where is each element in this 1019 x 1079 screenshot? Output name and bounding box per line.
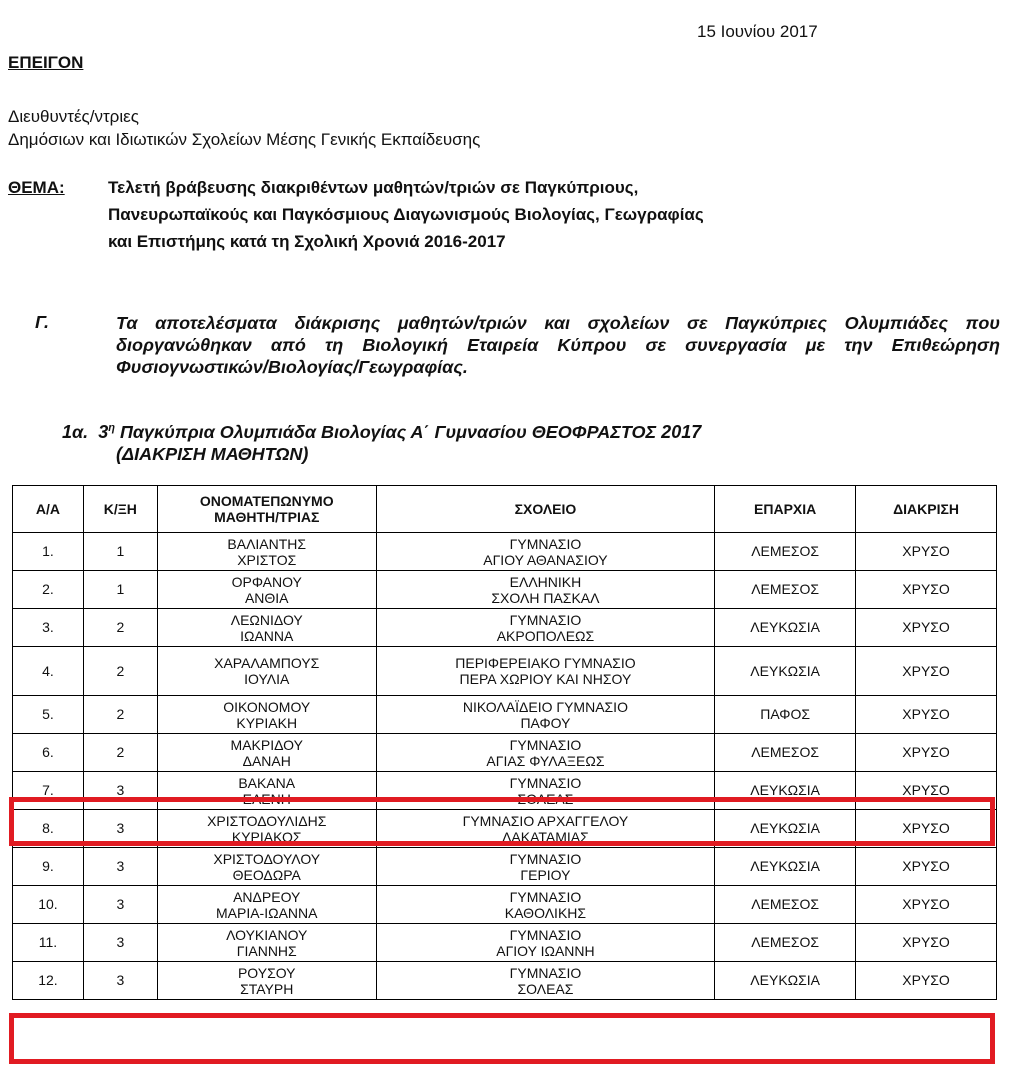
cell-student-name bbox=[157, 533, 376, 571]
cell-kex: 3 bbox=[83, 772, 157, 810]
cell-school-line-1: ΕΛΛΗΝΙΚΗ bbox=[509, 573, 582, 590]
cell-student-name-line-1: ΧΡΙΣΤΟΔΟΥΛΟΥ bbox=[213, 850, 321, 867]
table-row bbox=[13, 886, 997, 924]
cell-student-name-line-2: ΜΑΡΙΑ-ΙΩΑΝΝΑ bbox=[215, 904, 318, 921]
cell-kex: 3 bbox=[83, 886, 157, 924]
document-date: 15 Ιουνίου 2017 bbox=[697, 22, 818, 41]
cell-award: ΧΡΥΣΟ bbox=[856, 696, 997, 734]
cell-district: ΛΕΜΕΣΟΣ bbox=[715, 571, 856, 609]
cell-school-line-1: ΓΥΜΝΑΣΙΟ bbox=[509, 736, 582, 753]
cell-student-name-line-2: ΔΑΝΑΗ bbox=[242, 752, 291, 769]
cell-school-line-2: ΚΑΘΟΛΙΚΗΣ bbox=[504, 904, 587, 921]
cell-aa: 4. bbox=[13, 647, 84, 696]
header-district: ΕΠΑΡΧΙΑ bbox=[715, 486, 856, 533]
cell-student-name bbox=[157, 571, 376, 609]
cell-kex: 1 bbox=[83, 571, 157, 609]
cell-aa: 8. bbox=[13, 810, 84, 848]
cell-award: ΧΡΥΣΟ bbox=[856, 886, 997, 924]
table-body bbox=[13, 533, 997, 1000]
header-school: ΣΧΟΛΕΙΟ bbox=[376, 486, 715, 533]
cell-school-line-2: ΑΓΙΟΥ ΑΘΑΝΑΣΙΟΥ bbox=[483, 551, 608, 568]
cell-student-name-line-2: ΙΩΑΝΝΑ bbox=[240, 627, 294, 644]
cell-school bbox=[376, 696, 715, 734]
cell-kex: 2 bbox=[83, 647, 157, 696]
cell-school-line-1: ΓΥΜΝΑΣΙΟ bbox=[509, 774, 582, 791]
cell-district: ΛΕΥΚΩΣΙΑ bbox=[715, 647, 856, 696]
cell-student-name-line-2: ΘΕΟΔΩΡΑ bbox=[232, 866, 301, 883]
cell-award: ΧΡΥΣΟ bbox=[856, 734, 997, 772]
cell-school bbox=[376, 848, 715, 886]
header-aa: Α/Α bbox=[13, 486, 84, 533]
cell-school-line-2: ΠΕΡΑ ΧΩΡΙΟΥ ΚΑΙ ΝΗΣΟΥ bbox=[459, 671, 632, 687]
cell-student-name bbox=[157, 734, 376, 772]
cell-school bbox=[376, 533, 715, 571]
cell-district: ΛΕΥΚΩΣΙΑ bbox=[715, 848, 856, 886]
table-row bbox=[13, 734, 997, 772]
cell-aa: 3. bbox=[13, 609, 84, 647]
cell-aa: 10. bbox=[13, 886, 84, 924]
cell-award: ΧΡΥΣΟ bbox=[856, 647, 997, 696]
cell-student-name bbox=[157, 696, 376, 734]
cell-award: ΧΡΥΣΟ bbox=[856, 924, 997, 962]
cell-aa: 2. bbox=[13, 571, 84, 609]
cell-kex: 3 bbox=[83, 810, 157, 848]
results-table bbox=[12, 485, 997, 1000]
subsection-title-line-2: (ΔΙΑΚΡΙΣΗ ΜΑΘΗΤΩΝ) bbox=[116, 444, 309, 464]
cell-student-name-line-1: ΟΡΦΑΝΟΥ bbox=[231, 573, 302, 590]
cell-student-name-line-2: ΑΝΘΙΑ bbox=[244, 589, 289, 606]
subject-line-1: Τελετή βράβευσης διακριθέντων μαθητών/τριών σε Παγκύπριους, bbox=[108, 178, 639, 197]
subject-line-3: και Επιστήμης κατά τη Σχολική Χρονιά 2016-2017 bbox=[108, 232, 506, 251]
cell-aa: 1. bbox=[13, 533, 84, 571]
cell-school bbox=[376, 734, 715, 772]
table-row bbox=[13, 533, 997, 571]
highlight-box-row-12 bbox=[9, 1013, 995, 1064]
cell-student-name bbox=[157, 647, 376, 696]
table-row bbox=[13, 810, 997, 848]
cell-award: ΧΡΥΣΟ bbox=[856, 609, 997, 647]
table-row bbox=[13, 962, 997, 1000]
cell-district: ΠΑΦΟΣ bbox=[715, 696, 856, 734]
cell-student-name-line-2: ΣΤΑΥΡΗ bbox=[240, 980, 294, 997]
cell-aa: 9. bbox=[13, 848, 84, 886]
cell-award: ΧΡΥΣΟ bbox=[856, 772, 997, 810]
subsection-title-num: 3 bbox=[98, 422, 109, 442]
cell-district: ΛΕΥΚΩΣΙΑ bbox=[715, 772, 856, 810]
cell-school bbox=[376, 962, 715, 1000]
cell-school-line-1: ΓΥΜΝΑΣΙΟ bbox=[509, 964, 582, 981]
cell-school-line-1: ΓΥΜΝΑΣΙΟ bbox=[509, 611, 582, 628]
cell-student-name bbox=[157, 848, 376, 886]
cell-student-name bbox=[157, 886, 376, 924]
cell-student-name bbox=[157, 962, 376, 1000]
cell-student-name-line-2: ΧΡΙΣΤΟΣ bbox=[237, 551, 297, 568]
cell-school-line-2: ΣΟΛΕΑΣ bbox=[517, 790, 574, 807]
cell-school-line-2: ΣΧΟΛΗ ΠΑΣΚΑΛ bbox=[491, 589, 600, 606]
cell-district: ΛΕΥΚΩΣΙΑ bbox=[715, 810, 856, 848]
cell-student-name-line-2: ΚΥΡΙΑΚΗ bbox=[236, 714, 298, 731]
cell-kex: 3 bbox=[83, 962, 157, 1000]
cell-student-name-line-2: ΓΙΑΝΝΗΣ bbox=[236, 942, 297, 959]
cell-school-line-2: ΛΑΚΑΤΑΜΙΑΣ bbox=[502, 828, 589, 845]
cell-student-name-line-1: ΟΙΚΟΝΟΜΟΥ bbox=[223, 698, 311, 715]
cell-kex: 3 bbox=[83, 848, 157, 886]
cell-student-name-line-1: ΧΡΙΣΤΟΔΟΥΛΙΔΗΣ bbox=[207, 812, 327, 829]
cell-school bbox=[376, 924, 715, 962]
cell-school-line-2: ΠΑΦΟΥ bbox=[520, 714, 571, 731]
cell-award: ΧΡΥΣΟ bbox=[856, 962, 997, 1000]
section-text: Τα αποτελέσματα διάκρισης μαθητών/τριών και σχολείων σε Παγκύπριες Ολυμπιάδες που διοργανώθηκαν από τη Βιολογική Εταιρεία Κύπρου σε συνεργασία με την Επιθεώρηση Φυσιογνωστικών/Βιολογίας/Γεωγραφίας. bbox=[116, 313, 1000, 377]
cell-school bbox=[376, 571, 715, 609]
cell-aa: 12. bbox=[13, 962, 84, 1000]
cell-student-name bbox=[157, 609, 376, 647]
table-header-row bbox=[13, 486, 997, 533]
cell-aa: 7. bbox=[13, 772, 84, 810]
cell-school-line-2: ΣΟΛΕΑΣ bbox=[517, 980, 574, 997]
table-row bbox=[13, 647, 997, 696]
header-name-line-2: ΜΑΘΗΤΗ/ΤΡΙΑΣ bbox=[214, 509, 320, 525]
cell-school-line-2: ΓΕΡΙΟΥ bbox=[520, 866, 571, 883]
cell-award: ΧΡΥΣΟ bbox=[856, 848, 997, 886]
header-name bbox=[157, 486, 376, 533]
cell-student-name-line-1: ΒΑΛΙΑΝΤΗΣ bbox=[227, 535, 307, 552]
cell-kex: 1 bbox=[83, 533, 157, 571]
cell-district: ΛΕΥΚΩΣΙΑ bbox=[715, 609, 856, 647]
cell-district: ΛΕΜΕΣΟΣ bbox=[715, 734, 856, 772]
header-award: ΔΙΑΚΡΙΣΗ bbox=[856, 486, 997, 533]
cell-student-name-line-2: ΚΥΡΙΑΚΟΣ bbox=[231, 828, 302, 845]
cell-district: ΛΕΥΚΩΣΙΑ bbox=[715, 962, 856, 1000]
cell-school-line-1: ΓΥΜΝΑΣΙΟ bbox=[509, 535, 582, 552]
cell-school-line-1: ΓΥΜΝΑΣΙΟ ΑΡΧΑΓΓΕΛΟΥ bbox=[462, 812, 629, 829]
recipient-line-2: Δημόσιων και Ιδιωτικών Σχολείων Μέσης Γενικής Εκπαίδευσης bbox=[8, 130, 481, 149]
cell-school bbox=[376, 609, 715, 647]
table-row bbox=[13, 924, 997, 962]
subsection-title bbox=[62, 417, 701, 465]
cell-kex: 2 bbox=[83, 609, 157, 647]
cell-school-line-1: ΓΥΜΝΑΣΙΟ bbox=[509, 888, 582, 905]
cell-student-name-line-2: ΙΟΥΛΙΑ bbox=[244, 671, 290, 687]
cell-school-line-1: ΠΕΡΙΦΕΡΕΙΑΚΟ ΓΥΜΝΑΣΙΟ bbox=[455, 655, 636, 671]
recipient-line-1: Διευθυντές/ντριες bbox=[8, 107, 139, 126]
table-row bbox=[13, 696, 997, 734]
cell-kex: 3 bbox=[83, 924, 157, 962]
cell-student-name bbox=[157, 810, 376, 848]
cell-school bbox=[376, 772, 715, 810]
cell-award: ΧΡΥΣΟ bbox=[856, 810, 997, 848]
subject-line-2: Πανευρωπαϊκούς και Παγκόσμιους Διαγωνισμούς Βιολογίας, Γεωγραφίας bbox=[108, 205, 704, 224]
cell-student-name-line-2: ΕΛΕΝΗ bbox=[242, 790, 291, 807]
urgent-label: ΕΠΕΙΓΟΝ bbox=[8, 53, 84, 72]
cell-kex: 2 bbox=[83, 696, 157, 734]
cell-school bbox=[376, 810, 715, 848]
cell-kex: 2 bbox=[83, 734, 157, 772]
cell-student-name-line-1: ΧΑΡΑΛΑΜΠΟΥΣ bbox=[214, 655, 320, 671]
subject-label: ΘΕΜΑ: bbox=[8, 178, 65, 197]
cell-student-name-line-1: ΛΕΩΝΙΔΟΥ bbox=[230, 611, 303, 628]
table-row bbox=[13, 848, 997, 886]
header-kex: Κ/ΞΗ bbox=[83, 486, 157, 533]
section-letter: Γ. bbox=[35, 312, 50, 332]
cell-aa: 11. bbox=[13, 924, 84, 962]
cell-award: ΧΡΥΣΟ bbox=[856, 533, 997, 571]
cell-aa: 5. bbox=[13, 696, 84, 734]
subsection-title-text: Παγκύπρια Ολυμπιάδα Βιολογίας Α΄ Γυμνασίου ΘΕΟΦΡΑΣΤΟΣ 2017 bbox=[114, 422, 702, 442]
cell-school bbox=[376, 647, 715, 696]
cell-school-line-2: ΑΓΙΑΣ ΦΥΛΑΞΕΩΣ bbox=[486, 752, 605, 769]
cell-student-name-line-1: ΒΑΚΑΝΑ bbox=[238, 774, 296, 791]
subsection-title-sup: η bbox=[108, 422, 115, 434]
cell-school bbox=[376, 886, 715, 924]
cell-district: ΛΕΜΕΣΟΣ bbox=[715, 924, 856, 962]
cell-award: ΧΡΥΣΟ bbox=[856, 571, 997, 609]
cell-student-name-line-1: ΜΑΚΡΙΔΟΥ bbox=[230, 736, 303, 753]
cell-student-name-line-1: ΛΟΥΚΙΑΝΟΥ bbox=[226, 926, 308, 943]
cell-school-line-2: ΑΓΙΟΥ ΙΩΑΝΝΗ bbox=[496, 942, 595, 959]
table-row bbox=[13, 571, 997, 609]
cell-district: ΛΕΜΕΣΟΣ bbox=[715, 886, 856, 924]
cell-student-name-line-1: ΡΟΥΣΟΥ bbox=[237, 964, 296, 981]
cell-student-name bbox=[157, 924, 376, 962]
table-row bbox=[13, 609, 997, 647]
cell-school-line-1: ΓΥΜΝΑΣΙΟ bbox=[509, 850, 582, 867]
cell-school-line-1: ΓΥΜΝΑΣΙΟ bbox=[509, 926, 582, 943]
cell-aa: 6. bbox=[13, 734, 84, 772]
cell-student-name bbox=[157, 772, 376, 810]
cell-school-line-1: ΝΙΚΟΛΑΪΔΕΙΟ ΓΥΜΝΑΣΙΟ bbox=[462, 698, 628, 715]
header-name-line-1: ΟΝΟΜΑΤΕΠΩΝΥΜΟ bbox=[199, 493, 334, 509]
table-row bbox=[13, 772, 997, 810]
cell-student-name-line-1: ΑΝΔΡΕΟΥ bbox=[233, 888, 301, 905]
cell-school-line-2: ΑΚΡΟΠΟΛΕΩΣ bbox=[496, 627, 595, 644]
subsection-number: 1α. bbox=[62, 422, 89, 442]
cell-district: ΛΕΜΕΣΟΣ bbox=[715, 533, 856, 571]
